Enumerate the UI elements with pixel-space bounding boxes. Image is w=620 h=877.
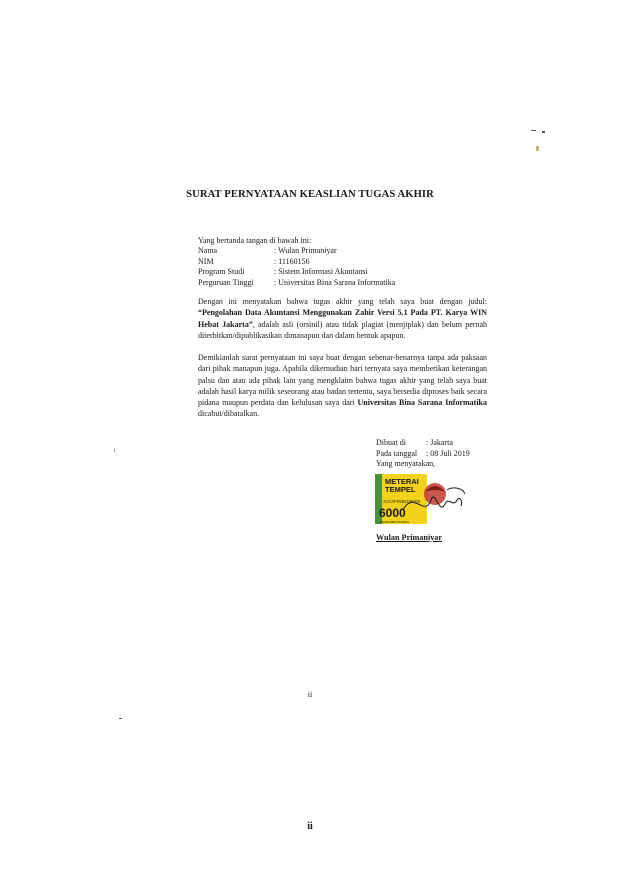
signer-name: Wulan Primaniyar <box>376 533 443 542</box>
identity-label: NIM <box>198 256 214 266</box>
place-label: Dibuat di <box>376 438 406 447</box>
place-row <box>376 438 470 449</box>
intro-line: Yang bertanda tangan di bawah ini: <box>198 236 312 245</box>
date-value: : 08 Juli 2019 <box>426 448 470 458</box>
statement-paragraph <box>198 296 487 341</box>
identity-value: : 11160156 <box>274 256 310 266</box>
stamp-value: 6000 <box>379 506 406 520</box>
document-title: SURAT PERNYATAAN KEASLIAN TUGAS AKHIR <box>186 189 434 200</box>
thesis-title: “Pengolahan Data Akuntansi Menggunakan Zahir Versi 5.1 Pada PT. Karya WIN Hebat Jakarta” <box>198 308 487 329</box>
statement-rest: , adalah asli (orsinil) atau tidak plagiat (menjiplak) dan belum pernah diterbitkan/dipublikasikan dimanapun dan dalam bentuk apapun. <box>198 319 487 340</box>
scan-speck <box>531 130 536 131</box>
identity-label: Nama <box>198 246 218 255</box>
identity-row-university <box>198 278 395 289</box>
scan-speck <box>536 146 539 151</box>
declaration-lead: Demikianlah surat pernyataan ini saya buat dengan sebenar-benarnya tanpa ada paksaan dari pihak manapun juga. Apabila dikemudian hari ternyata saya memberikan keterangan palsu dan atau ada pihak lain yang mengklaim bahwa tugas akhir yang telah saya buat adalah hasil karya milik seseorang atau badan tertentu, saya bersedia diproses baik secara pidana maupun perdata dan kelulusan saya dari <box>198 353 487 408</box>
scan-speck <box>119 718 122 719</box>
identity-label: Perguruan Tinggi <box>198 277 254 287</box>
scan-speck <box>114 449 115 452</box>
revenue-stamp-with-signature <box>373 470 469 528</box>
stamp-line2: TEMPEL <box>385 485 416 494</box>
place-value: : Jakarta <box>426 438 453 447</box>
date-label: Pada tanggal <box>376 448 418 458</box>
scan-speck <box>542 131 545 133</box>
identity-value: : Universitas Bina Sarana Informatika <box>274 277 396 287</box>
identity-row-program <box>198 267 395 278</box>
identity-label: Program Studi <box>198 267 245 276</box>
page-number-outer: ii <box>307 821 313 832</box>
identity-value: : Wulan Primaniyar <box>274 246 337 255</box>
declaration-rest: dicabut/dibatalkan. <box>198 409 260 419</box>
identity-table <box>198 246 395 288</box>
identity-value: : Sistem Informasi Akuntansi <box>274 267 368 276</box>
stamp-code: 2CCAFF892166903 <box>383 499 421 504</box>
closing-line: Yang menyatakan, <box>376 459 436 468</box>
identity-row-name <box>198 246 395 257</box>
stamp-sub: ENAM RIBU RUPIAH <box>380 520 409 524</box>
identity-row-nim <box>198 257 395 268</box>
declaration-paragraph <box>198 352 487 420</box>
signature-block <box>376 438 470 470</box>
statement-lead: Dengan ini menyatakan bahwa tugas akhir yang telah saya buat dengan judul: <box>198 297 487 306</box>
stamp-line1: METERAI <box>385 477 419 486</box>
page-number-inner: ii <box>307 690 313 699</box>
date-row <box>376 449 470 460</box>
university-name: Universitas Bina Sarana Informatika <box>357 398 487 408</box>
